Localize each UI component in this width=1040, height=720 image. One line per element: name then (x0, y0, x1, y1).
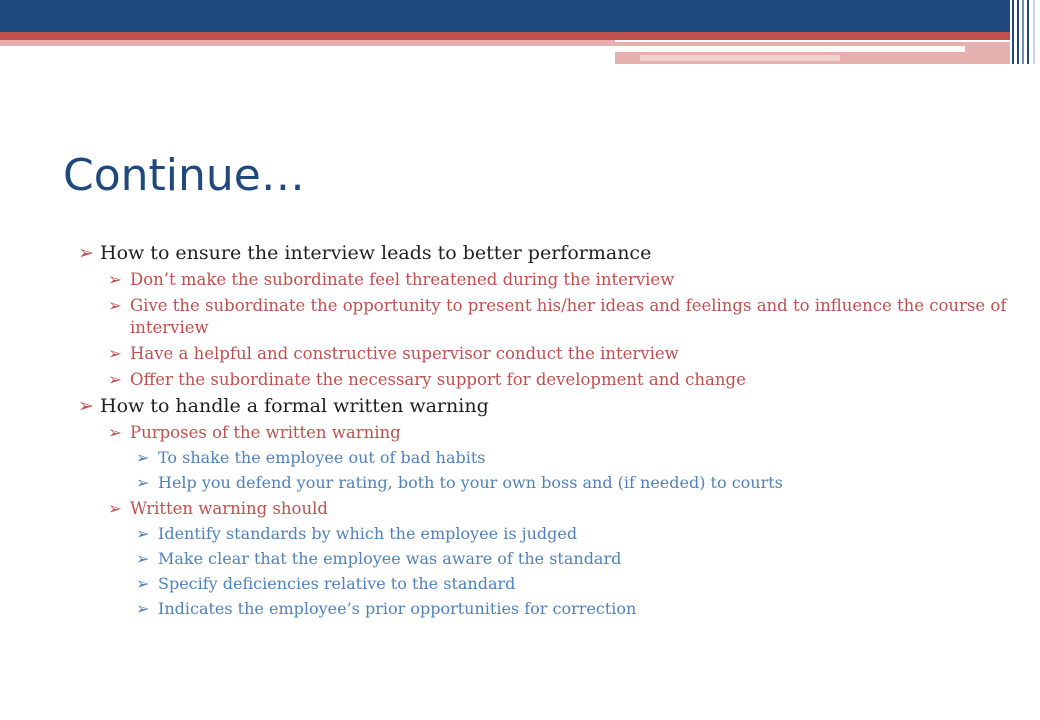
bullet-list (78, 238, 1008, 620)
arrow-bullet-icon: ➢ (78, 395, 94, 417)
header-pink-band (0, 40, 615, 46)
bullet-item-level-2 (108, 295, 1008, 339)
bullet-item-level-3 (136, 472, 1008, 494)
bullet-text: Written warning should (130, 499, 328, 518)
arrow-bullet-icon: ➢ (136, 599, 150, 618)
header-white-line (615, 46, 965, 52)
bullet-text: Have a helpful and constructive supervisor conduct the interview (130, 344, 679, 363)
bullet-item-level-2 (108, 369, 1008, 391)
header-blue-band (0, 0, 1010, 32)
bullet-item-level-3 (136, 598, 1008, 620)
bullet-item-level-1 (78, 241, 1008, 265)
bullet-item-level-2 (108, 498, 1008, 520)
slide-title: Continue… (63, 150, 305, 201)
bullet-text: How to handle a formal written warning (100, 395, 489, 417)
bullet-text: Specify deficiencies relative to the standard (158, 574, 516, 593)
arrow-bullet-icon: ➢ (136, 473, 150, 492)
header-stripe (1012, 0, 1014, 64)
bullet-item-level-3 (136, 523, 1008, 545)
bullet-item-level-2 (108, 343, 1008, 365)
arrow-bullet-icon: ➢ (108, 423, 122, 442)
bullet-text: Indicates the employee’s prior opportunities for correction (158, 599, 637, 618)
bullet-item-level-2 (108, 422, 1008, 444)
header-stripe (1033, 0, 1035, 64)
bullet-item-level-3 (136, 548, 1008, 570)
bullet-text: Purposes of the written warning (130, 423, 401, 442)
bullet-text: To shake the employee out of bad habits (158, 448, 486, 467)
bullet-item-level-3 (136, 447, 1008, 469)
bullet-text: Make clear that the employee was aware of the standard (158, 549, 622, 568)
bullet-text: Help you defend your rating, both to your own boss and (if needed) to courts (158, 473, 783, 492)
bullet-text: Give the subordinate the opportunity to present his/her ideas and feelings and to influence the course of interview (130, 296, 1007, 337)
header-light-pink-line (640, 55, 840, 61)
bullet-text: How to ensure the interview leads to better performance (100, 242, 652, 264)
arrow-bullet-icon: ➢ (108, 499, 122, 518)
arrow-bullet-icon: ➢ (108, 296, 122, 315)
bullet-item-level-1 (78, 394, 1008, 418)
arrow-bullet-icon: ➢ (78, 242, 94, 264)
arrow-bullet-icon: ➢ (108, 270, 122, 289)
arrow-bullet-icon: ➢ (136, 549, 150, 568)
bullet-text: Identify standards by which the employee is judged (158, 524, 578, 543)
header-stripe (1027, 0, 1029, 64)
arrow-bullet-icon: ➢ (136, 524, 150, 543)
bullet-text: Offer the subordinate the necessary support for development and change (130, 370, 746, 389)
arrow-bullet-icon: ➢ (136, 574, 150, 593)
header-stripe (1022, 0, 1024, 64)
arrow-bullet-icon: ➢ (108, 344, 122, 363)
header-red-band (0, 32, 1010, 40)
bullet-item-level-3 (136, 573, 1008, 595)
arrow-bullet-icon: ➢ (136, 448, 150, 467)
arrow-bullet-icon: ➢ (108, 370, 122, 389)
header-stripe (1017, 0, 1019, 64)
bullet-text: Don’t make the subordinate feel threatened during the interview (130, 270, 675, 289)
bullet-item-level-2 (108, 269, 1008, 291)
